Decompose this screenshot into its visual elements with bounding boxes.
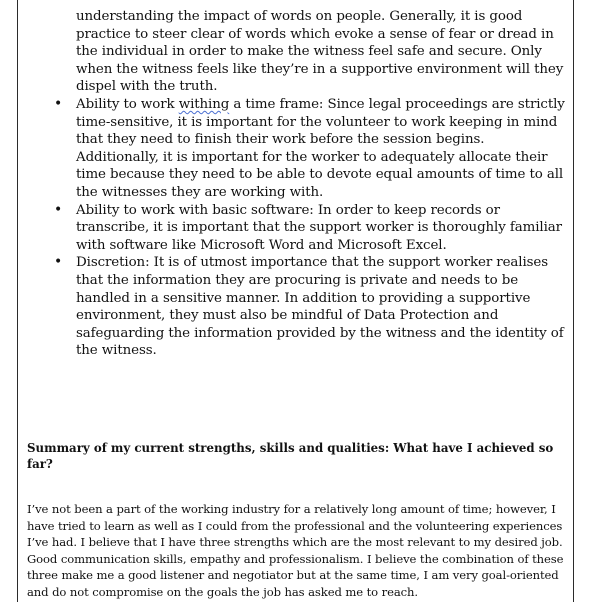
- bullet-list: [18, 8, 573, 360]
- bullet-continuation-text: understanding the impact of words on people. Generally, it is good practice to steer clear of words which evoke a sense of fear or dread in the individual in order to make the witness feel safe and secure. Only when the witness feels like they’re in a supportive environment will they dispel with the truth.: [76, 9, 564, 95]
- summary-paragraph: I’ve not been a part of the working industry for a relatively long amount of time; however, I have tried to learn as well as I could from the professional and the volunteering experiences I’ve had. I believe that I have three strengths which are the most relevant to my desired job. Good communication skills, empathy and professionalism. I believe the combination of these three make me a good listener and negotiator but at the same time, I am very goal-oriented and do not compromise on the goals the job has asked me to reach.: [27, 502, 564, 599]
- bullet-text-part: a time frame: Since legal proceedings are strictly time-sensitive, it is important for the volunteer to work keeping in mind that they need to finish their work before the session begins. Additionally, it is important for the worker to adequately allocate their time because they need to be able to devote equal amounts of time to all the witnesses they are working with.: [76, 96, 565, 200]
- bullet-marker: •: [54, 254, 63, 271]
- bullet-marker: •: [54, 95, 63, 112]
- document-page: [17, 0, 574, 602]
- bullet-item-time-frame: [18, 96, 573, 202]
- spellcheck-flagged-word[interactable]: withing: [178, 96, 230, 112]
- bullet-item-discretion: [18, 254, 573, 360]
- summary-heading: Summary of my current strengths, skills and qualities: What have I achieved so far?: [27, 441, 554, 471]
- bullet-text: Discretion: It is of utmost importance that the support worker realises that the information they are procuring is private and needs to be handled in a sensitive manner. In addition to providing a supportive environment, they must also be mindful of Data Protection and safeguarding the information provided by the witness and the identity of the witness.: [76, 255, 564, 359]
- bullet-item-basic-software: [18, 202, 573, 255]
- bullet-text: Ability to work with basic software: In order to keep records or transcribe, it is important that the support worker is thoroughly familiar with software like Microsoft Word and Microsoft Excel.: [76, 202, 562, 253]
- bullet-marker: •: [54, 201, 63, 218]
- bullet-text-part: Ability to work: [76, 96, 179, 112]
